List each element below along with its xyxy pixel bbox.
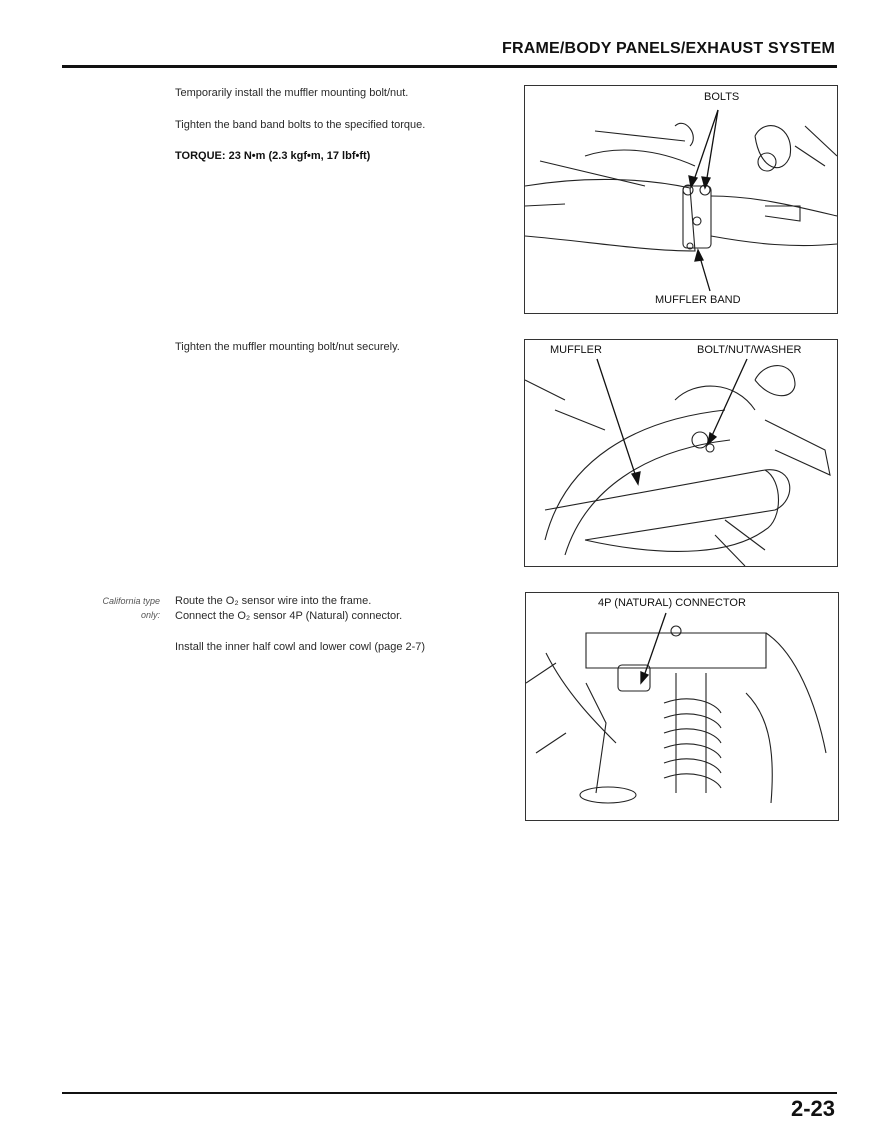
- instruction-tighten-band: Tighten the band band bolts to the specified torque.: [175, 119, 426, 131]
- instruction-install-cowl: Install the inner half cowl and lower cowl (page 2-7): [175, 641, 426, 653]
- page-header-title: FRAME/BODY PANELS/EXHAUST SYSTEM: [502, 40, 835, 57]
- instruction-connect-sensor: Connect the O₂ sensor 4P (Natural) connector.: [175, 610, 403, 622]
- header-rule: [62, 65, 837, 68]
- figure-o2-connector: [525, 592, 839, 821]
- callout-bolts: BOLTS: [704, 91, 740, 103]
- muffler-band-illustration: [525, 86, 837, 313]
- callout-4p-connector: 4P (NATURAL) CONNECTOR: [598, 597, 746, 609]
- figure-muffler-mount: [524, 339, 838, 567]
- callout-bolt-nut-washer: BOLT/NUT/WASHER: [697, 344, 802, 356]
- instruction-route-wire: Route the O₂ sensor wire into the frame.: [175, 595, 372, 607]
- instruction-install-bolt: Temporarily install the muffler mounting bolt/nut.: [175, 87, 409, 99]
- side-note-line-1: California type: [102, 596, 160, 606]
- figure-muffler-band: [524, 85, 838, 314]
- side-note-california: [60, 594, 160, 622]
- side-note-line-2: only:: [140, 610, 160, 620]
- instruction-tighten-mount: Tighten the muffler mounting bolt/nut securely.: [175, 341, 400, 353]
- muffler-mount-illustration: [525, 340, 837, 566]
- page-number: 2-23: [790, 1096, 835, 1121]
- callout-muffler-band: MUFFLER BAND: [655, 294, 741, 306]
- callout-muffler: MUFFLER: [550, 344, 602, 356]
- footer-rule: [62, 1092, 837, 1094]
- o2-connector-illustration: [526, 593, 838, 820]
- torque-spec: TORQUE: 23 N•m (2.3 kgf•m, 17 lbf•ft): [175, 150, 371, 162]
